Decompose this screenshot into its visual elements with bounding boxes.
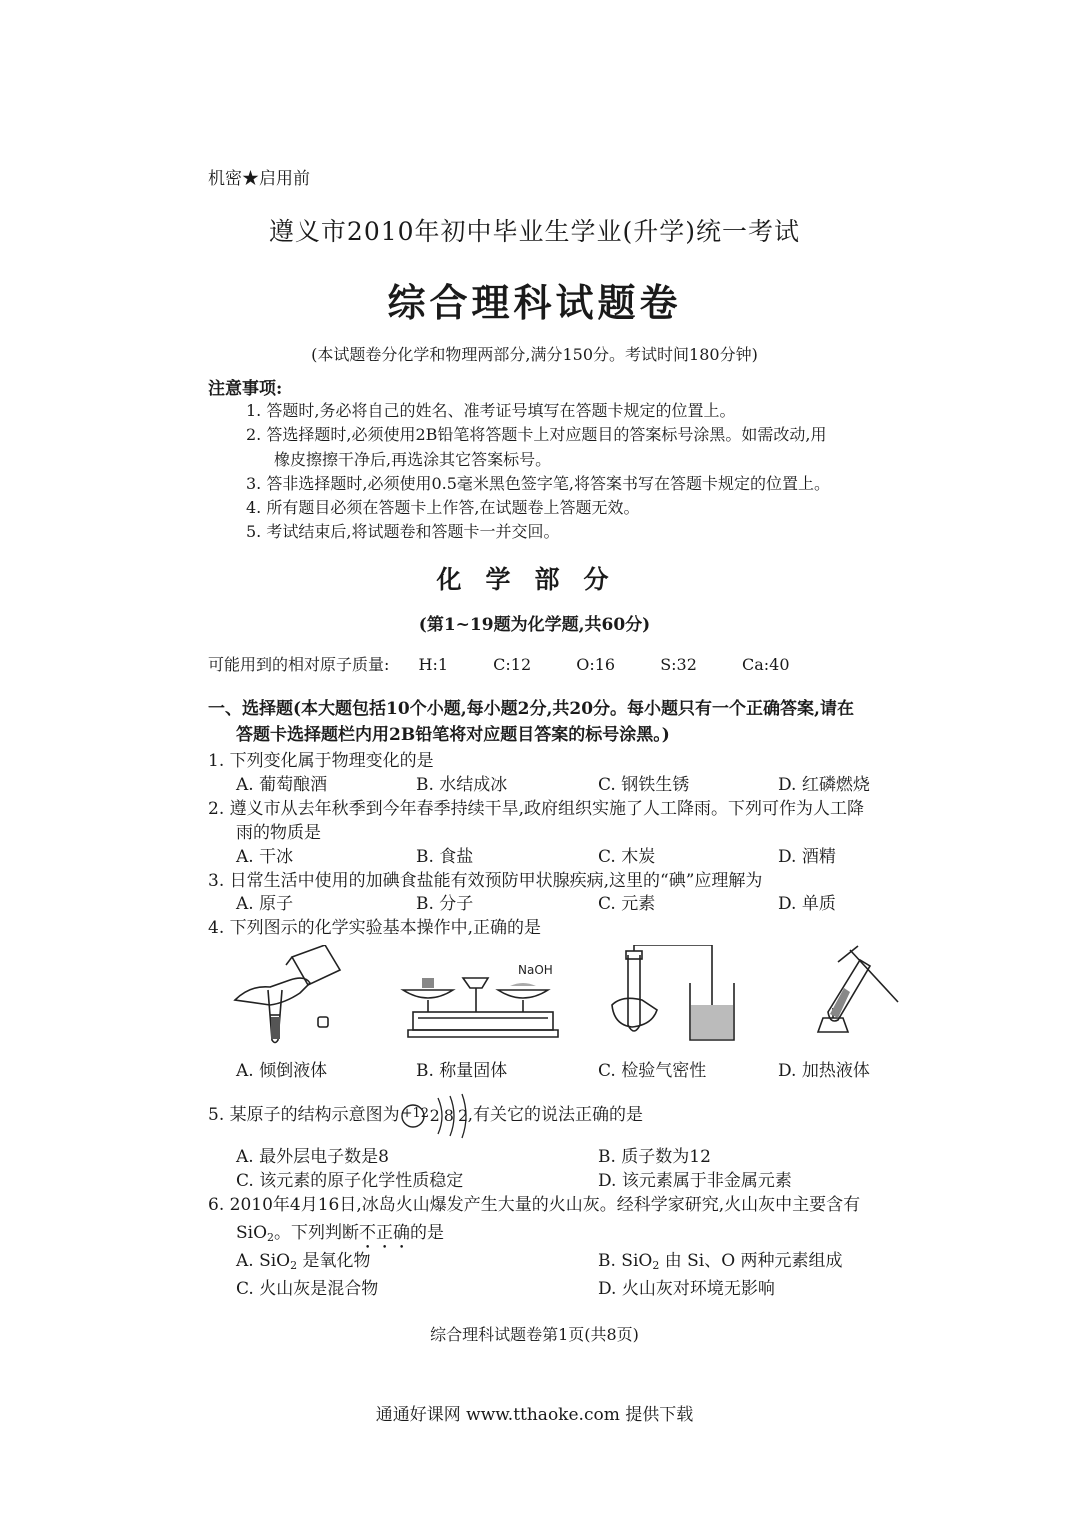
notice-item: 3. 答非选择题时,必须使用0.5毫米黑色签字笔,将答案书写在答题卡规定的位置上。 <box>246 474 830 493</box>
notice-item: 2. 答选择题时,必须使用2B铅笔将答题卡上对应题目的答案标号涂黑。如需改动,用 <box>246 425 827 444</box>
q1-option-b: B. 水结成冰 <box>416 775 508 795</box>
download-watermark: 通通好课网 www.tthaoke.com 提供下载 <box>375 1405 694 1425</box>
electron-counts: 282 <box>429 1105 473 1125</box>
stem-text: 。下列判断 <box>274 1223 360 1243</box>
stem-text: 的是 <box>410 1223 445 1243</box>
question-5-stem <box>208 1100 643 1126</box>
notice-item-continued: 橡皮擦擦干净后,再选涂其它答案标号。 <box>274 450 552 469</box>
paper-title: 综合理科试题卷 <box>387 280 682 325</box>
balance-figure <box>398 962 568 1042</box>
part-heading-continued: 答题卡选择题栏内用2B铅笔将对应题目答案的标号涂黑。) <box>236 725 670 745</box>
paper-intro: (本试题卷分化学和物理两部分,满分150分。考试时间180分钟) <box>311 345 758 364</box>
q4-option-c: C. 检验气密性 <box>598 1061 707 1081</box>
q2-option-b: B. 食盐 <box>416 847 474 867</box>
question-4-stem: 4. 下列图示的化学实验基本操作中,正确的是 <box>208 918 542 938</box>
q3-option-b: B. 分子 <box>416 894 474 914</box>
q3-option-c: C. 元素 <box>598 894 656 914</box>
question-1-stem: 1. 下列变化属于物理变化的是 <box>208 751 434 771</box>
notice-item: 1. 答题时,务必将自己的姓名、准考证号填写在答题卡规定的位置上。 <box>246 401 736 420</box>
q1-option-a: A. 葡萄酿酒 <box>236 775 328 795</box>
q2-option-d: D. 酒精 <box>778 847 836 867</box>
q6-option-c: C. 火山灰是混合物 <box>236 1279 379 1299</box>
option-text: B. SiO <box>598 1251 653 1271</box>
section-title: 化学部分 <box>436 565 633 594</box>
emphasized-text: 不正确 <box>359 1223 411 1243</box>
section-subtitle: (第1~19题为化学题,共60分) <box>418 615 651 635</box>
pouring-liquid-figure <box>230 945 370 1045</box>
sio2-text: SiO <box>236 1223 268 1243</box>
q3-option-a: A. 原子 <box>236 894 294 914</box>
question-2-stem-continued: 雨的物质是 <box>236 823 321 843</box>
confidential-mark: 机密★启用前 <box>208 169 310 189</box>
atomic-mass-s: S:32 <box>660 655 697 674</box>
atom-structure-diagram <box>400 1105 473 1126</box>
question-2-stem: 2. 遵义市从去年秋季到今年春季持续干旱,政府组织实施了人工降雨。下列可作为人工降 <box>208 799 865 819</box>
q6-option-b <box>598 1246 843 1272</box>
q4-option-d: D. 加热液体 <box>778 1061 870 1081</box>
exam-title: 遵义市2010年初中毕业生学业(升学)统一考试 <box>268 217 801 246</box>
atomic-mass-o: O:16 <box>576 655 616 674</box>
option-text: 是氧化物 <box>297 1251 371 1271</box>
notice-heading: 注意事项: <box>208 379 283 399</box>
q5-option-d: D. 该元素属于非金属元素 <box>598 1171 792 1191</box>
q3-option-d: D. 单质 <box>778 894 836 914</box>
q5-option-c: C. 该元素的原子化学性质稳定 <box>236 1171 464 1191</box>
subscript: 2 <box>290 1259 298 1272</box>
subscript: 2 <box>652 1259 660 1272</box>
heating-liquid-figure <box>798 942 918 1042</box>
page-footer: 综合理科试题卷第1页(共8页) <box>430 1325 639 1344</box>
atomic-mass-ca: Ca:40 <box>742 655 790 674</box>
q6-option-d: D. 火山灰对环境无影响 <box>598 1279 775 1299</box>
part-heading: 一、选择题(本大题包括10个小题,每小题2分,共20分。每小题只有一个正确答案,请在 <box>208 699 854 719</box>
notice-item: 5. 考试结束后,将试题卷和答题卡一并交回。 <box>246 522 560 541</box>
option-text: 由 Si、O 两种元素组成 <box>659 1251 843 1271</box>
q4-option-a: A. 倾倒液体 <box>236 1061 328 1081</box>
option-text: A. SiO <box>236 1251 291 1271</box>
atomic-mass-line <box>208 652 790 675</box>
q5-stem-post: ,有关它的说法正确的是 <box>467 1105 644 1125</box>
q2-option-c: C. 木炭 <box>598 847 656 867</box>
nucleus-charge: +12 <box>401 1105 430 1121</box>
atomic-mass-c: C:12 <box>493 655 532 674</box>
notice-item: 4. 所有题目必须在答题卡上作答,在试题卷上答题无效。 <box>246 498 640 517</box>
atomic-mass-label: 可能用到的相对原子质量: <box>208 655 390 674</box>
q6-option-a <box>236 1246 371 1272</box>
q1-option-d: D. 红磷燃烧 <box>778 775 870 795</box>
question-6-stem: 6. 2010年4月16日,冰岛火山爆发产生大量的火山灰。经科学家研究,火山灰中主要含有 <box>208 1195 861 1215</box>
q5-stem-pre: 5. 某原子的结构示意图为 <box>208 1105 400 1125</box>
q5-option-b: B. 质子数为12 <box>598 1147 711 1167</box>
atomic-mass-h: H:1 <box>418 655 449 674</box>
subscript: 2 <box>267 1231 275 1244</box>
airtightness-figure <box>602 945 742 1045</box>
q2-option-a: A. 干冰 <box>236 847 294 867</box>
q4-option-b: B. 称量固体 <box>416 1061 508 1081</box>
question-3-stem: 3. 日常生活中使用的加碘食盐能有效预防甲状腺疾病,这里的“碘”应理解为 <box>208 871 763 891</box>
q1-option-c: C. 钢铁生锈 <box>598 775 690 795</box>
naoh-label: NaOH <box>518 963 553 977</box>
q5-option-a: A. 最外层电子数是8 <box>236 1147 389 1167</box>
